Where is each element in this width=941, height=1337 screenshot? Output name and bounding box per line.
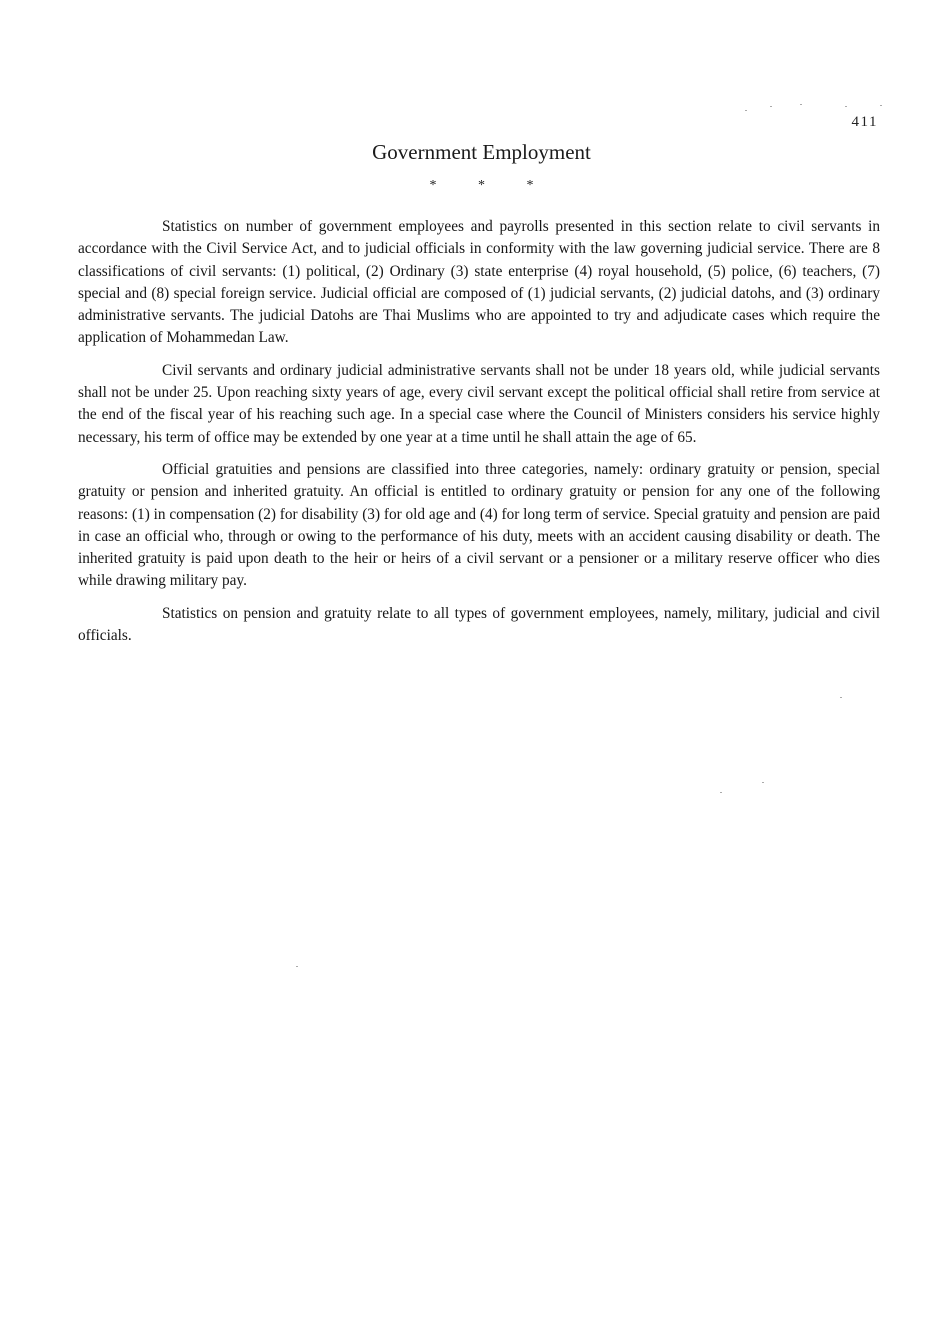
scan-speck xyxy=(762,782,764,783)
paragraph-retirement-age: Civil servants and ordinary judicial administrative servants shall not be under 18 years old, while judicial servants shall not be under 25. Upon reaching sixty years of age, every civil servant except the political official shall retire from service at the end of the fiscal year of his reaching such age. In a special case where the Council of Ministers considers his service highly necessary, his term of office may be extended by one year at a time until he shall attain the age of 65. xyxy=(78,361,880,446)
scan-speck xyxy=(745,110,747,111)
paragraph-civil-service-classifications: Statistics on number of government employees and payrolls presented in this section relate to civil servants in accordance with the Civil Service Act, and to judicial officials in conformity with the law governing judicial service. There are 8 classifications of civil servants: (1) political, (2) Ordinary (3) state enterprise (4) royal household, (5) police, (6) teachers, (7) special and (8) special foreign service. Judicial official are composed of (1) judicial servants, (2) judicial datohs, and (3) ordinary administrative servants. The judicial Datohs are Thai Muslims who are appointed to try and adjudicate cases which require the application of Mohammedan Law. xyxy=(78,218,880,347)
page-number: 411 xyxy=(851,114,878,130)
body-text xyxy=(78,216,880,657)
section-separator: * * * xyxy=(429,178,534,193)
scan-speck xyxy=(840,697,842,698)
scan-speck xyxy=(800,104,802,105)
scan-speck xyxy=(296,966,298,967)
page-title: Government Employment xyxy=(372,140,591,164)
paragraph-gratuities-pensions: Official gratuities and pensions are classified into three categories, namely: ordinary gratuity or pension, special gratuity or pension and inherited gratuity. An official is entitled to ordinary gratuity or pension for any one of the following reasons: (1) in compensation (2) for disability (3) for old age and (4) for long term of service. Special gratuity and pension are paid in case an official who, through or owing to the performance of his duty, meets with an accident causing disability or death. The inherited gratuity is paid upon death to the heir or heirs of a civil servant or a pensioner or a military reserve officer who dies while drawing military pay. xyxy=(78,460,880,590)
scan-speck xyxy=(880,105,882,106)
scan-speck xyxy=(845,106,847,107)
paragraph-pension-statistics: Statistics on pension and gratuity relate to all types of government employees, namely, military, judicial and civil officials. xyxy=(78,604,880,645)
scan-speck xyxy=(770,106,772,107)
scan-speck xyxy=(720,792,722,793)
